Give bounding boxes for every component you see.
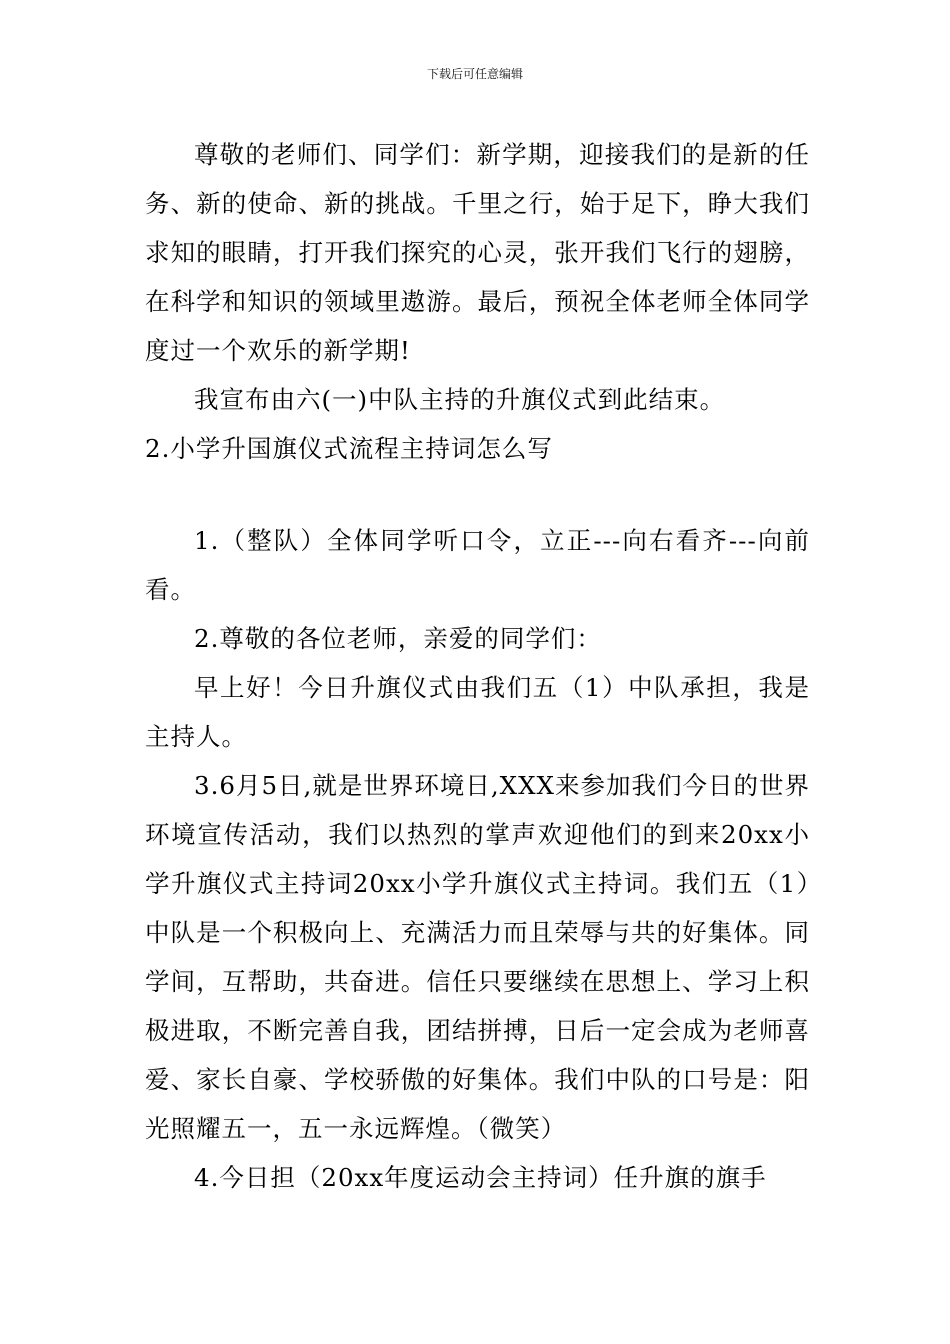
paragraph-closing-speech: 尊敬的老师们、同学们：新学期，迎接我们的是新的任务、新的使命、新的挑战。千里之行，始于足下，睁大我们求知的眼睛，打开我们探究的心灵，张开我们飞行的翅膀，在科学和知识的领域里遨游。最后，预祝全体老师全体同学度过一个欢乐的新学期! bbox=[145, 140, 810, 365]
paragraph-step-4: 4.今日担（20xx年度运动会主持词）任升旗的旗手 bbox=[194, 1163, 767, 1192]
paragraph-ceremony-end: 我宣布由六(一)中队主持的升旗仪式到此结束。 bbox=[194, 385, 726, 414]
paragraph-greeting: 早上好！今日升旗仪式由我们五（1）中队承担，我是主持人。 bbox=[145, 673, 810, 751]
paragraph-step-1: 1.（整队）全体同学听口令，立正---向右看齐---向前看。 bbox=[145, 526, 810, 604]
section-heading: 2.小学升国旗仪式流程主持词怎么写 bbox=[145, 434, 553, 463]
blank-line bbox=[145, 473, 810, 516]
page-header: 下载后可任意编辑 bbox=[426, 67, 523, 81]
paragraph-step-2: 2.尊敬的各位老师，亲爱的同学们： bbox=[194, 624, 602, 653]
document-body bbox=[145, 130, 810, 1202]
paragraph-step-3: 3.6月5日,就是世界环境日,XXX来参加我们今日的世界环境宣传活动，我们以热烈的掌声欢迎他们的到来20xx小学升旗仪式主持词20xx小学升旗仪式主持词。我们五（1）中队是一个积极向上、充满活力而且荣辱与共的好集体。同学间，互帮助，共奋进。信任只要继续在思想上、学习上积极进取，不断完善自我，团结拼搏，日后一定会成为老师喜爱、家长自豪、学校骄傲的好集体。我们中队的口号是：阳光照耀五一，五一永远辉煌。（微笑） bbox=[145, 771, 810, 1143]
